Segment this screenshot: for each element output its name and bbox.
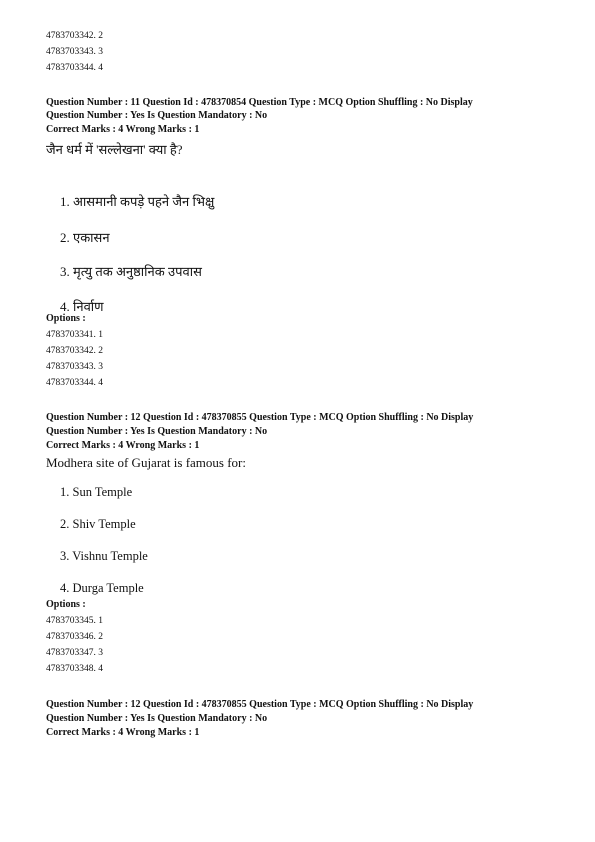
options-label: Options : [46,313,86,324]
answer-option: 3. मृत्यु तक अनुष्ठानिक उपवास [60,264,202,279]
option-id-line: 4783703343. 3 [46,47,103,57]
marks-line: Correct Marks : 4 Wrong Marks : 1 [46,124,200,135]
question-mandatory-line: Question Number : Yes Is Question Mandatory : No [46,426,268,437]
question-mandatory-line: Question Number : Yes Is Question Mandatory : No [46,713,268,724]
question-header: Question Number : 11 Question Id : 478370854 Question Type : MCQ Option Shuffling : No Display [46,97,473,108]
option-id-line: 4783703348. 4 [46,664,103,674]
marks-line: Correct Marks : 4 Wrong Marks : 1 [46,440,200,451]
options-label: Options : [46,599,86,610]
answer-option: 2. एकासन [60,230,110,245]
question-header: Question Number : 12 Question Id : 478370855 Question Type : MCQ Option Shuffling : No Display [46,412,474,423]
question-header: Question Number : 12 Question Id : 478370855 Question Type : MCQ Option Shuffling : No Display [46,699,474,710]
option-id-line: 4783703346. 2 [46,632,103,642]
answer-option: 4. Durga Temple [60,581,144,595]
question-text: जैन धर्म में 'सल्लेखना' क्या है? [46,142,183,157]
question-mandatory-line: Question Number : Yes Is Question Mandatory : No [46,110,268,121]
answer-option: 1. Sun Temple [60,485,133,499]
marks-line: Correct Marks : 4 Wrong Marks : 1 [46,727,200,738]
option-id-line: 4783703347. 3 [46,648,103,658]
option-id-line: 4783703345. 1 [46,616,103,626]
option-id-line: 4783703344. 4 [46,63,103,73]
answer-option: 2. Shiv Temple [60,517,136,531]
option-id-line: 4783703344. 4 [46,378,103,388]
option-id-line: 4783703342. 2 [46,31,103,41]
option-id-line: 4783703341. 1 [46,330,103,340]
answer-option: 1. आसमानी कपड़े पहने जैन भिक्षु [60,194,215,209]
question-text: Modhera site of Gujarat is famous for: [46,455,247,470]
option-id-line: 4783703342. 2 [46,346,103,356]
option-id-line: 4783703343. 3 [46,362,103,372]
answer-option: 3. Vishnu Temple [60,549,148,563]
answer-option: 4. निर्वाण [60,299,104,314]
